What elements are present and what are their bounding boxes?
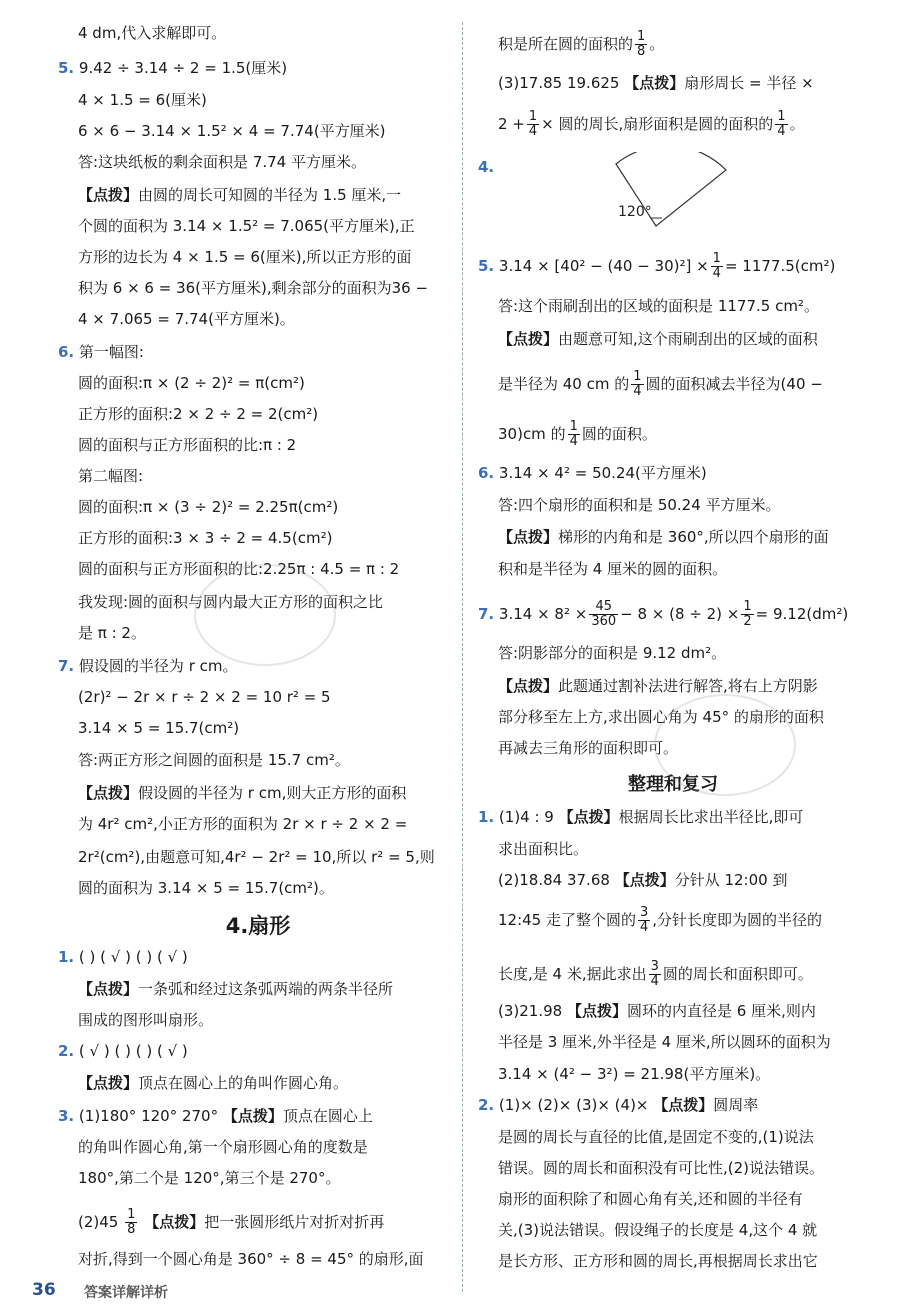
text-line: 4 × 1.5 = 6(厘米) <box>78 91 207 109</box>
text-line: 9.42 ÷ 3.14 ÷ 2 = 1.5(厘米) <box>78 59 288 77</box>
question-number: 1. <box>58 948 75 966</box>
text-line: 半径是 3 厘米,外半径是 4 厘米,所以圆环的面积为 <box>498 1033 831 1051</box>
denominator: 4 <box>650 974 659 989</box>
numerator: 1 <box>637 29 646 44</box>
text-line <box>478 30 664 59</box>
text-line: 积为 6 × 6 = 36(平方厘米),剩余部分的面积为36 − <box>78 279 429 297</box>
text-line: 30)cm 的 <box>498 425 566 443</box>
hint-line <box>58 1072 348 1094</box>
fraction <box>711 252 723 281</box>
column-divider <box>462 22 463 1292</box>
text-line: 再减去三角形的面积即可。 <box>498 739 679 757</box>
denominator: 360 <box>591 614 617 629</box>
text-line: 顶点在圆心上 <box>282 1107 373 1125</box>
text-line: (2r)² − 2r × r ÷ 2 × 2 = 10 r² = 5 <box>78 688 331 706</box>
question-number: 2. <box>58 1042 75 1060</box>
text-line: 圆环的内直径是 6 厘米,则内 <box>627 1002 816 1020</box>
text-line: 假设圆的半径为 r cm,则大正方形的面积 <box>138 784 407 802</box>
text-line: 圆的面积减去半径为(40 − <box>645 375 823 393</box>
text-line <box>478 420 657 449</box>
fraction <box>568 420 580 449</box>
text-line: 由圆的周长可知圆的半径为 1.5 厘米,一 <box>138 186 402 204</box>
text-line: 根据周长比求出半径比,即可 <box>618 808 804 826</box>
text-line: (1)4 : 9 <box>498 808 554 826</box>
text-line: 3.14 × 4² = 50.24(平方厘米) <box>498 464 707 482</box>
text-line: 6 × 6 − 3.14 × 1.5² × 4 = 7.74(平方厘米) <box>78 122 386 140</box>
hint-line <box>478 869 787 891</box>
hint-line <box>478 328 818 350</box>
question-number: 1. <box>478 808 495 826</box>
text-line: 4 × 7.065 = 7.74(平方厘米)。 <box>78 310 295 328</box>
fraction <box>741 600 753 629</box>
question-number: 4. <box>478 158 495 176</box>
text-line: 是半径为 40 cm 的 <box>498 375 630 393</box>
text-line: 4 dm,代入求解即可。 <box>78 24 227 42</box>
question-6 <box>58 341 144 363</box>
hint-tag: 【点拨】 <box>566 1002 627 1020</box>
denominator: 4 <box>712 266 721 281</box>
question-number: 2. <box>478 1096 495 1114</box>
hint-line <box>478 72 814 94</box>
sector-diagram <box>608 152 738 234</box>
text-line: (3)17.85 19.625 <box>498 74 620 92</box>
text-line: 3.14 × (4² − 3²) = 21.98(平方厘米)。 <box>498 1065 771 1083</box>
text-line: × 圆的周长,扇形面积是圆的面积的 <box>541 115 774 133</box>
numerator: 3 <box>650 959 659 974</box>
text-line: 围成的图形叫扇形。 <box>78 1011 214 1029</box>
answer-line: 答:这个雨刷刮出的区域的面积是 1177.5 cm²。 <box>498 297 819 315</box>
review-question-1 <box>478 806 803 828</box>
text-line: = 1177.5(cm²) <box>724 257 836 275</box>
hint-tag: 【点拨】 <box>498 677 559 695</box>
text-line: 圆的面积:π × (3 ÷ 2)² = 2.25π(cm²) <box>78 498 339 516</box>
text-line: 把一张圆形纸片对折对折再 <box>204 1213 385 1231</box>
hint-tag: 【点拨】 <box>78 980 139 998</box>
text-line: 积是所在圆的面积的 <box>498 35 634 53</box>
text-line: 部分移至左上方,求出圆心角为 45° 的扇形的面积 <box>498 708 824 726</box>
denominator: 2 <box>743 614 752 629</box>
fraction <box>638 906 650 935</box>
text-line: 是 π : 2。 <box>78 624 146 642</box>
footer-title: 答案详解详析 <box>84 1285 168 1301</box>
text-line: 圆的面积:π × (2 ÷ 2)² = π(cm²) <box>78 374 305 392</box>
text-line: 由题意可知,这个雨刷刮出的区域的面积 <box>558 330 818 348</box>
question-4 <box>478 156 494 178</box>
text-line: 2r²(cm²),由题意可知,4r² − 2r² = 10,所以 r² = 5,则 <box>78 848 435 866</box>
text-line: 正方形的面积:3 × 3 ÷ 2 = 4.5(cm²) <box>78 529 333 547</box>
text-line: 圆周率 <box>713 1096 759 1114</box>
question-number: 7. <box>478 605 495 623</box>
hint-tag: 【点拨】 <box>558 808 619 826</box>
numerator: 1 <box>528 109 538 124</box>
numerator: 1 <box>127 1207 136 1222</box>
hint-tag: 【点拨】 <box>498 330 559 348</box>
text-line: 扇形周长 = 半径 × <box>684 74 814 92</box>
denominator: 8 <box>127 1222 136 1237</box>
text-line: (2)18.84 37.68 <box>498 871 610 889</box>
text-line: 此题通过割补法进行解答,将右上方阴影 <box>558 677 818 695</box>
hint-line <box>58 184 401 206</box>
text-line: 关,(3)说法错误。假设绳子的长度是 4,这个 4 就 <box>498 1221 818 1239</box>
text-line: ( √ ) ( ) ( ) ( √ ) <box>78 1042 188 1060</box>
text-line: 分针从 12:00 到 <box>674 871 788 889</box>
denominator: 8 <box>637 44 646 59</box>
text-line: 。 <box>789 115 805 133</box>
hint-tag: 【点拨】 <box>78 1074 139 1092</box>
text-line: 是长方形、正方形和圆的周长,再根据周长求出它 <box>498 1252 818 1270</box>
text-line <box>478 110 805 139</box>
text-line: 错误。圆的周长和面积没有可比性,(2)说法错误。 <box>498 1159 825 1177</box>
hint-tag: 【点拨】 <box>498 528 559 546</box>
numerator: 1 <box>777 109 786 124</box>
text-line: (1)× (2)× (3)× (4)× <box>498 1096 649 1114</box>
hint-tag: 【点拨】 <box>222 1107 283 1125</box>
numerator: 45 <box>595 599 613 614</box>
text-line <box>478 960 813 989</box>
denominator: 4 <box>528 124 538 139</box>
text-line: 是圆的周长与直径的比值,是固定不变的,(1)说法 <box>498 1128 814 1146</box>
hint-line <box>58 1208 384 1237</box>
review-question-2 <box>478 1094 758 1116</box>
hint-line <box>58 782 406 804</box>
hint-tag: 【点拨】 <box>653 1096 714 1114</box>
text-line: 我发现:圆的面积与圆内最大正方形的面积之比 <box>78 593 384 611</box>
angle-label: 120° <box>618 204 652 220</box>
question-number: 7. <box>58 657 75 675</box>
text-line: 3.14 × [40² − (40 − 30)²] × <box>498 257 709 275</box>
text-line: 180°,第二个是 120°,第三个是 270°。 <box>78 1169 341 1187</box>
numerator: 3 <box>640 905 649 920</box>
hint-line <box>478 526 829 548</box>
text-line: 2 + <box>498 115 525 133</box>
text-line <box>478 906 822 935</box>
text-line: 圆的面积与正方形面积的比:2.25π : 4.5 = π : 2 <box>78 560 400 578</box>
text-line: 长度,是 4 米,据此求出 <box>498 965 647 983</box>
question-number: 5. <box>58 59 75 77</box>
text-line: 12:45 走了整个圆的 <box>498 911 636 929</box>
text-line: 正方形的面积:2 × 2 ÷ 2 = 2(cm²) <box>78 405 319 423</box>
fraction <box>589 600 618 629</box>
text-line: 顶点在圆心上的角叫作圆心角。 <box>138 1074 349 1092</box>
question-number: 6. <box>478 464 495 482</box>
question-number: 3. <box>58 1107 75 1125</box>
question-5 <box>478 252 835 281</box>
section-question-2 <box>58 1040 188 1062</box>
text-line: 积和是半径为 4 厘米的圆的面积。 <box>498 560 728 578</box>
text-line: 圆的面积。 <box>581 425 657 443</box>
question-5 <box>58 57 287 79</box>
hint-tag: 【点拨】 <box>614 871 675 889</box>
answer-line: 答:阴影部分的面积是 9.12 dm²。 <box>498 644 727 662</box>
watermark-stamp <box>650 690 800 800</box>
text-line: 个圆的面积为 3.14 × 1.5² = 7.065(平方厘米),正 <box>78 217 415 235</box>
answer-line: 答:两正方形之间圆的面积是 15.7 cm²。 <box>78 751 350 769</box>
fraction <box>631 370 643 399</box>
hint-tag: 【点拨】 <box>78 784 139 802</box>
answer-line: 答:四个扇形的面积和是 50.24 平方厘米。 <box>498 496 781 514</box>
text-line: 圆的面积为 3.14 × 5 = 15.7(cm²)。 <box>78 879 334 897</box>
text-line: 求出面积比。 <box>498 840 589 858</box>
fraction <box>635 30 647 59</box>
text-line: 。 <box>649 35 665 53</box>
page-number: 36 <box>32 1280 56 1300</box>
hint-tag: 【点拨】 <box>624 74 685 92</box>
text-line: ,分针长度即为圆的半径的 <box>652 911 823 929</box>
text-line: 梯形的内角和是 360°,所以四个扇形的面 <box>558 528 829 546</box>
numerator: 1 <box>569 419 578 434</box>
text-line: 第二幅图: <box>78 467 144 485</box>
text-line: = 9.12(dm²) <box>755 605 849 623</box>
text-line: (2)45 <box>78 1213 119 1231</box>
text-line: 为 4r² cm²,小正方形的面积为 2r × r ÷ 2 × 2 = <box>78 815 408 833</box>
text-line: 圆的周长和面积即可。 <box>662 965 813 983</box>
text-line: 圆的面积与正方形面积的比:π : 2 <box>78 436 297 454</box>
numerator: 1 <box>743 599 752 614</box>
question-6 <box>478 462 707 484</box>
answer-line: 答:这块纸板的剩余面积是 7.74 平方厘米。 <box>78 153 366 171</box>
hint-tag: 【点拨】 <box>144 1213 205 1231</box>
text-line: 扇形的面积除了和圆心角有关,还和圆的半径有 <box>498 1190 803 1208</box>
fraction <box>649 960 661 989</box>
text-line: 第一幅图: <box>78 343 144 361</box>
denominator: 4 <box>777 124 786 139</box>
denominator: 4 <box>640 920 649 935</box>
denominator: 4 <box>569 434 578 449</box>
fraction <box>527 110 539 139</box>
text-line: (1)180° 120° 270° <box>78 1107 219 1125</box>
question-7 <box>478 600 848 629</box>
section-title: 4.扇形 <box>225 914 291 938</box>
fraction <box>775 110 787 139</box>
text-line: ( ) ( √ ) ( ) ( √ ) <box>78 948 188 966</box>
text-line: 的角叫作圆心角,第一个扇形圆心角的度数是 <box>78 1138 368 1156</box>
text-line: 3.14 × 8² × <box>498 605 588 623</box>
section-question-3 <box>58 1105 373 1127</box>
watermark-stamp <box>190 560 340 670</box>
section-title: 整理和复习 <box>628 774 718 795</box>
text-line: 假设圆的半径为 r cm。 <box>78 657 238 675</box>
question-number: 5. <box>478 257 495 275</box>
text-line: 对折,得到一个圆心角是 360° ÷ 8 = 45° 的扇形,面 <box>78 1250 424 1268</box>
numerator: 1 <box>712 251 721 266</box>
page-footer <box>0 1272 900 1312</box>
fraction <box>125 1208 137 1237</box>
text-line: (3)21.98 <box>498 1002 563 1020</box>
hint-line <box>478 1000 816 1022</box>
text-line: 方形的边长为 4 × 1.5 = 6(厘米),所以正方形的面 <box>78 248 412 266</box>
text-line: 3.14 × 5 = 15.7(cm²) <box>78 719 240 737</box>
question-number: 6. <box>58 343 75 361</box>
text-line: 一条弧和经过这条弧两端的两条半径所 <box>138 980 394 998</box>
hint-tag: 【点拨】 <box>78 186 139 204</box>
text-line <box>478 370 823 399</box>
section-question-1 <box>58 946 188 968</box>
numerator: 1 <box>633 369 642 384</box>
text-line: − 8 × (8 ÷ 2) × <box>620 605 740 623</box>
hint-line <box>58 978 393 1000</box>
denominator: 4 <box>633 384 642 399</box>
